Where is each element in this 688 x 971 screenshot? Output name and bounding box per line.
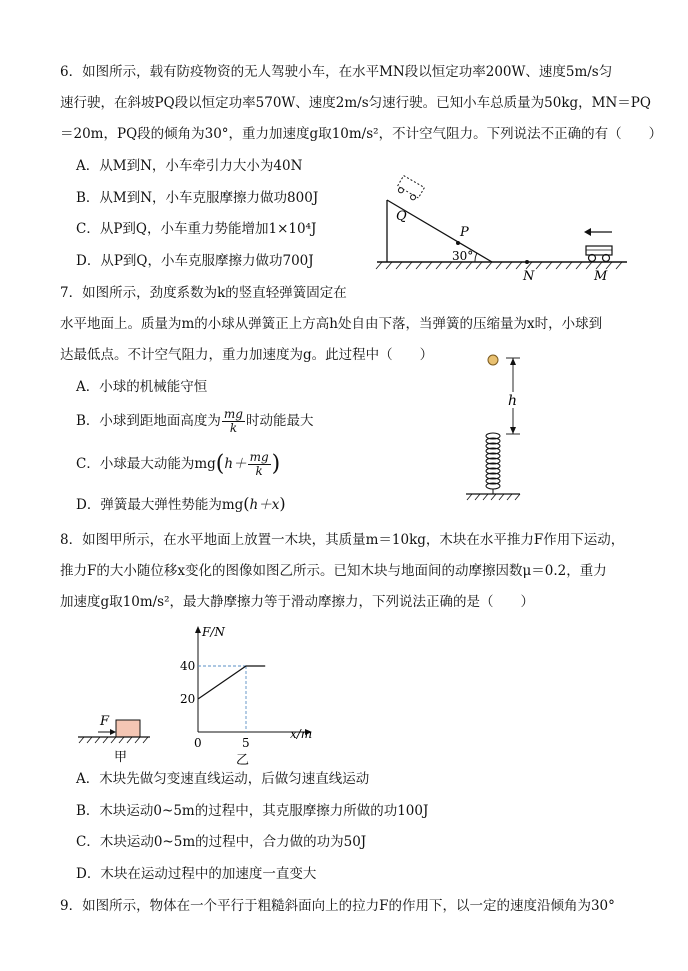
q6-stem-line3: ＝20m，PQ段的倾角为30°，重力加速度g取10m/s²，不计空气阻力。下列说法不正确的有（ ） [60, 126, 663, 142]
q6-incline-figure [372, 170, 632, 285]
q8-figure-jia [72, 705, 152, 765]
fraction-mg-over-k-c: $\frac{mg}{k}$ [249, 450, 269, 478]
q8-option-b: B．木块运动0~5m的过程中，其克服摩擦力所做的功100J [76, 803, 429, 819]
label-q: Q [396, 209, 407, 224]
q7-option-b-post: 时动能最大 [245, 413, 314, 429]
y-axis-label: F/N [202, 625, 225, 639]
q8-force-displacement-chart [168, 620, 318, 770]
q7-stem-line1: 7．如图所示，劲度系数为k的竖直轻弹簧固定在 [60, 285, 347, 301]
ball-icon [488, 355, 498, 365]
q6-stem-line2: 速行驶，在斜坡PQ段以恒定功率570W、速度2m/s匀速行驶。已知小车总质量为50kg，MN＝PQ [60, 95, 651, 111]
q6-option-d: D．从P到Q，小车克服摩擦力做功700J [76, 253, 314, 269]
x-tick-label-5: 5 [242, 736, 250, 750]
y-tick-label-20: 20 [180, 692, 196, 706]
caption-yi: 乙 [236, 753, 250, 768]
q7-option-a: A．小球的机械能守恒 [76, 379, 208, 395]
caption-jia: 甲 [114, 750, 128, 765]
q7-option-b-pre: B．小球到距地面高度为 [76, 413, 221, 429]
label-n: N [523, 269, 535, 284]
label-m: M [594, 269, 608, 284]
q8-stem-line3: 加速度g取10m/s²，最大静摩擦力等于滑动摩擦力，下列说法正确的是（ ） [60, 594, 535, 610]
q6-option-b: B．从M到N，小车克服摩擦力做功800J [76, 190, 319, 206]
fraction-mg-over-k: $\frac{mg}{k}$ [223, 407, 243, 435]
x-axis-label: x/m [290, 727, 313, 741]
label-angle: 30° [452, 249, 474, 263]
q6-option-a: A．从M到N，小车牵引力大小为40N [76, 158, 303, 174]
block-icon [116, 720, 140, 737]
q8-option-d: D．木块在运动过程中的加速度一直变大 [76, 866, 317, 882]
y-tick-label-40: 40 [180, 659, 196, 673]
x-tick-label-0: 0 [194, 736, 202, 750]
series-line [198, 666, 265, 699]
q7-option-c-h: h＋ [224, 456, 247, 472]
q7-option-c: C．小球最大动能为mg(h＋ $\frac{mg}{k}$ ) [76, 450, 281, 478]
q7-option-d-inner: h＋x [249, 497, 280, 513]
label-p: P [460, 225, 469, 240]
q6-option-c: C．从P到Q，小车重力势能增加1×10⁴J [76, 221, 317, 237]
q8-option-a: A．木块先做匀变速直线运动，后做匀速直线运动 [76, 771, 370, 787]
dashed-cart-icon [395, 176, 424, 202]
q6-stem-line1: 6．如图所示，载有防疫物资的无人驾驶小车，在水平MN段以恒定功率200W、速度5m/s匀 [60, 64, 613, 80]
q7-option-c-pre: C．小球最大动能为mg [76, 456, 216, 472]
q7-spring-figure [458, 352, 548, 510]
q8-stem-line2: 推力F的大小随位移x变化的图像如图乙所示。已知木块与地面间的动摩擦因数μ＝0.2，重力 [60, 563, 607, 579]
q8-option-c: C．木块运动0~5m的过程中，合力做的功为50J [76, 834, 367, 850]
q7-option-d: D．弹簧最大弹性势能为mg(h＋x) [76, 494, 286, 513]
label-h: h [508, 393, 518, 409]
q7-option-b [76, 404, 313, 438]
q7-stem-line2: 水平地面上。质量为m的小球从弹簧正上方高h处自由下落，当弹簧的压缩量为x时，小球到 [60, 316, 603, 332]
q7-option-d-pre: D．弹簧最大弹性势能为mg [76, 497, 244, 513]
q9-stem-line1: 9．如图所示，物体在一个平行于粗糙斜面向上的拉力F的作用下，以一定的速度沿倾角为30° [60, 898, 615, 914]
cart-icon [586, 246, 612, 262]
label-f: F [100, 714, 110, 729]
spring-icon [486, 433, 500, 489]
q8-stem-line1: 8．如图甲所示，在水平地面上放置一木块，其质量m＝10kg，木块在水平推力F作用下运动， [60, 532, 625, 548]
q7-stem-line3: 达最低点。不计空气阻力，重力加速度为g。此过程中（ ） [60, 347, 434, 363]
